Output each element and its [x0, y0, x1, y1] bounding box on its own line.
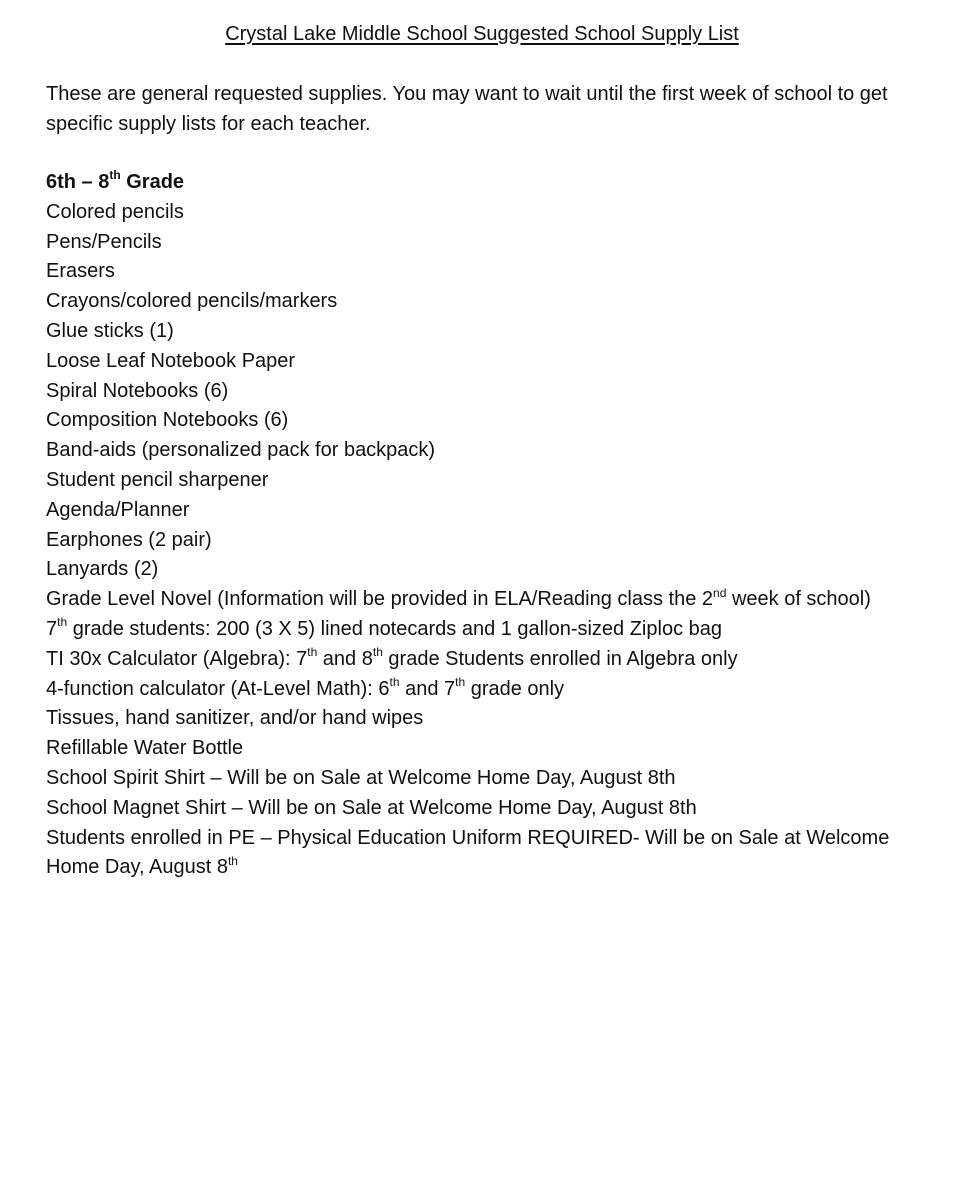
pe-uniform-sup: th	[227, 853, 238, 868]
supply-item: Student pencil sharpener	[46, 468, 269, 491]
document-title: Crystal Lake Middle School Suggested School Supply List	[225, 23, 739, 45]
supply-item: Glue sticks (1)	[46, 319, 174, 342]
ti-calc-text-b: and 8	[317, 647, 373, 670]
four-calc-text-b: and 7	[399, 677, 456, 700]
ti-calc-text-a: TI 30x Calculator (Algebra): 7	[46, 647, 308, 670]
supply-item: Pens/Pencils	[46, 230, 162, 253]
supply-item: Colored pencils	[46, 200, 184, 223]
supply-item-pe-uniform	[46, 824, 926, 884]
supply-item: Lanyards (2)	[46, 558, 159, 581]
supply-item: Composition Notebooks (6)	[46, 409, 289, 432]
supply-item: Crayons/colored pencils/markers	[46, 290, 338, 313]
supply-item-novel	[46, 585, 926, 615]
grade-heading-suffix: Grade	[120, 171, 185, 193]
novel-sup: nd	[713, 585, 727, 600]
ti-calc-text-c: grade Students enrolled in Algebra only	[382, 647, 738, 670]
notecards-suffix: grade students: 200 (3 X 5) lined notecards and 1 gallon-sized Ziploc bag	[67, 617, 722, 640]
supply-item: Refillable Water Bottle	[46, 737, 244, 760]
intro-paragraph: These are general requested supplies. You may want to wait until the first week of school to get specific supply lists for each teacher.	[46, 83, 888, 135]
four-calc-text-c: grade only	[465, 677, 565, 700]
four-calc-sup-1: th	[389, 674, 400, 689]
ti-calc-sup-2: th	[372, 645, 383, 660]
pe-uniform-text: Students enrolled in PE – Physical Education Uniform REQUIRED- Will be on Sale at Welcome Home Day, August 8	[46, 826, 890, 879]
grade-section	[46, 168, 926, 883]
supply-list	[46, 198, 926, 883]
supply-item: Spiral Notebooks (6)	[46, 379, 229, 402]
supply-item: Band-aids (personalized pack for backpack)	[46, 439, 436, 462]
supply-item: School Magnet Shirt – Will be on Sale at Welcome Home Day, August 8th	[46, 796, 697, 819]
supply-item: Agenda/Planner	[46, 498, 190, 521]
novel-text: Grade Level Novel (Information will be provided in ELA/Reading class the 2	[46, 588, 714, 611]
notecards-sup: th	[57, 615, 68, 630]
grade-heading-sup: th	[109, 168, 121, 183]
novel-suffix: week of school)	[726, 588, 871, 611]
supply-item: School Spirit Shirt – Will be on Sale at Welcome Home Day, August 8th	[46, 766, 676, 789]
grade-heading-text: 6th – 8	[46, 171, 110, 193]
supply-item-ti-calculator	[46, 645, 926, 675]
grade-heading	[46, 168, 926, 198]
supply-item-four-function-calculator	[46, 675, 926, 705]
supply-item: Tissues, hand sanitizer, and/or hand wipes	[46, 707, 424, 730]
supply-item-notecards	[46, 615, 926, 645]
four-calc-sup-2: th	[455, 674, 466, 689]
notecards-text: 7	[46, 617, 58, 640]
four-calc-text-a: 4-function calculator (At-Level Math): 6	[46, 677, 390, 700]
supply-item: Erasers	[46, 260, 115, 283]
supply-item: Loose Leaf Notebook Paper	[46, 349, 296, 372]
supply-item: Earphones (2 pair)	[46, 528, 212, 551]
ti-calc-sup-1: th	[307, 645, 318, 660]
